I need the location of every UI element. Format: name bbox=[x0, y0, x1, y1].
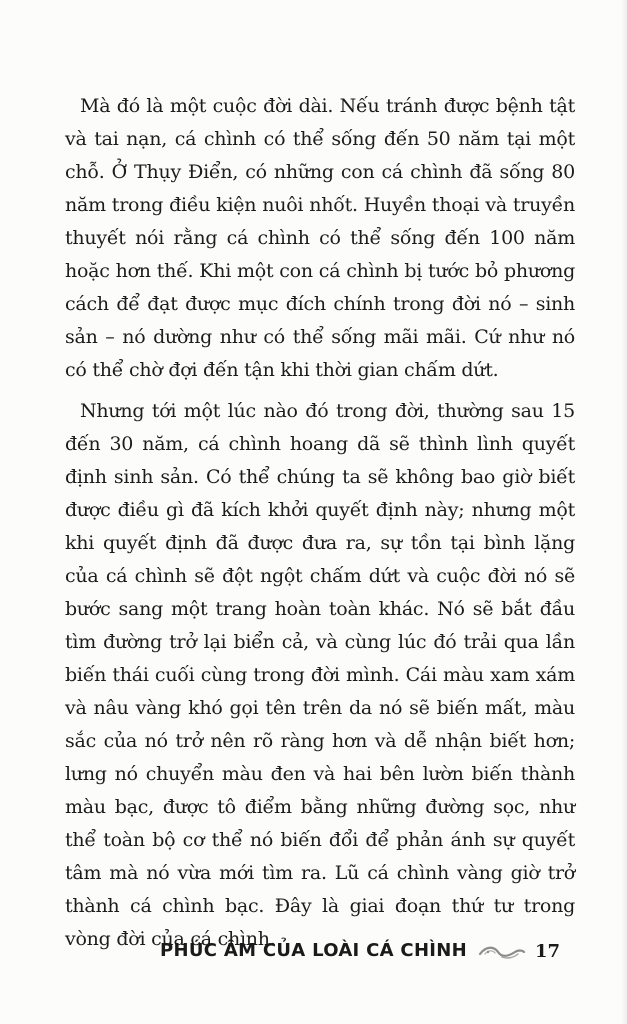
body-text bbox=[65, 90, 575, 956]
eel-wave-ornament-icon bbox=[478, 940, 526, 964]
page-edge-shadow bbox=[621, 0, 627, 1024]
running-title: PHÚC ÂM CỦA LOÀI CÁ CHÌNH bbox=[160, 940, 468, 961]
paragraph-2: Nhưng tới một lúc nào đó trong đời, thường sau 15 đến 30 năm, cá chình hoang dã sẽ thình lình quyết định sinh sản. Có thể chúng ta sẽ không bao giờ biết được điều gì đã kích khởi quyết định này; nhưng một khi quyết định đã được đưa ra, sự tồn tại bình lặng của cá chình sẽ đột ngột chấm dứt và cuộc đời nó sẽ bước sang một trang hoàn toàn khác. Nó sẽ bắt đầu tìm đường trở lại biển cả, và cùng lúc đó trải qua lần biến thái cuối cùng trong đời mình. Cái màu xam xám và nâu vàng khó gọi tên trên da nó sẽ biến mất, màu sắc của nó trở nên rõ ràng hơn và dễ nhận biết hơn; lưng nó chuyển màu đen và hai bên lườn biến thành màu bạc, được tô điểm bằng những đường sọc, như thể toàn bộ cơ thể nó biến đổi để phản ánh sự quyết tâm mà nó vừa mới tìm ra. Lũ cá chình vàng giờ trở thành cá chình bạc. Đây là giai đoạn thứ tư trong vòng đời của cá chình. bbox=[65, 400, 575, 950]
page-number: 17 bbox=[535, 941, 561, 962]
paragraph-1: Mà đó là một cuộc đời dài. Nếu tránh được bệnh tật và tai nạn, cá chình có thể sống đến 50 năm tại một chỗ. Ở Thụy Điển, có những con cá chình đã sống 80 năm trong điều kiện nuôi nhốt. Huyền thoại và truyền thuyết nói rằng cá chình có thể sống đến 100 năm hoặc hơn thế. Khi một con cá chình bị tước bỏ phương cách để đạt được mục đích chính trong đời nó – sinh sản – nó dường như có thể sống mãi mãi. Cứ như nó có thể chờ đợi đến tận khi thời gian chấm dứt. bbox=[65, 95, 575, 381]
page-footer bbox=[0, 938, 627, 968]
